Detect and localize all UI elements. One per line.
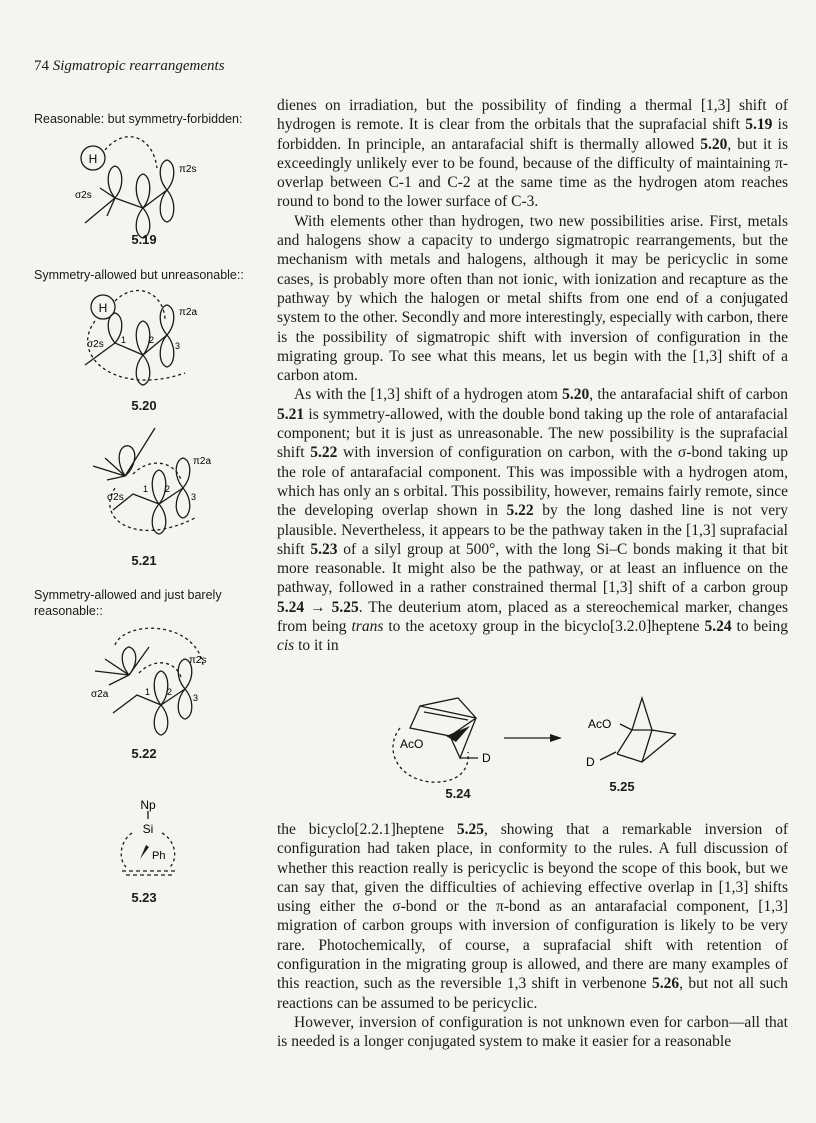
caption-5-24: 5.24 — [445, 786, 471, 801]
p-orbital-c3-5-21 — [176, 458, 190, 518]
dashed-overlap-5-22 — [139, 663, 181, 677]
paragraph-1: dienes on irradiation, but the possibility of finding a thermal [1,3] shift of hydrogen is remote. It is clear from the orbitals that the suprafacial shift 5.19 is forbidden. In principle, an antarafacial shift is thermally allowed 5.20, but it is exceedingly unlikely ever to be found, because of the difficulty of maintaining π-overlap between C-1 and C-2 at the same time as the hydrogen atom reaches round to bond to the lower surface of C-3. — [277, 97, 789, 211]
label-n2-5-21: 2 — [165, 484, 171, 494]
caption-5-25: 5.25 — [609, 779, 635, 794]
wedge-5-24 — [446, 726, 470, 742]
label-n1-5-22: 1 — [145, 687, 151, 697]
running-header — [34, 58, 225, 75]
p-orbital-c3-5-19 — [160, 160, 174, 222]
label-ph: Ph — [152, 850, 166, 862]
label-reasonable-forbidden: Reasonable: but symmetry-forbidden: — [34, 112, 243, 126]
label-n2-5-20: 2 — [149, 335, 155, 345]
label-pi2s-5-22: π2s — [189, 655, 207, 666]
reaction-arrow-head — [550, 734, 562, 742]
paragraph-2: With elements other than hydrogen, two new possibilities arise. First, metals and halogens show a capacity to undergo sigmatropic rearrangements, but the mechanism with metals and halogens, although it may be pericyclic in some cases, is probably more often than not ionic, with ionization and recapture as the pathway by which the halogen or metal shifts from one end of a conjugated system to the other. Secondly and more interestingly, especially with carbon, there is the possibility of sigmatropic shift with inversion of configuration in the migrating group. To see what this means, let us begin with the [1,3] shift of a carbon atom. — [277, 212, 788, 385]
label-aco-5-24: AcO — [400, 737, 424, 751]
text-block-upper — [277, 96, 788, 656]
label-si: Si — [142, 822, 154, 836]
sigma-lobe-5-22 — [122, 647, 136, 675]
backbone-5-19 — [85, 190, 167, 223]
label-n3-5-21: 3 — [191, 492, 197, 502]
wedge-bond-5-23 — [140, 845, 149, 859]
label-np: Np — [140, 798, 156, 812]
sigma-lobe-top-5-19 — [108, 166, 122, 198]
dashed-left-5-23 — [121, 833, 132, 867]
caption-5-19: 5.19 — [131, 232, 157, 247]
label-n3-5-20: 3 — [175, 341, 181, 351]
label-sigma2s: σ2s — [75, 190, 92, 201]
running-title: Sigmatropic rearrangements — [52, 58, 225, 74]
structure-5-21 — [85, 418, 235, 543]
label-H-5-20: H — [98, 301, 108, 315]
label-sigma2s-5-21: σ2s — [107, 492, 124, 503]
structure-5-22 — [85, 615, 235, 740]
label-allowed-unreasonable: Symmetry-allowed but unreasonable:: — [34, 268, 244, 282]
caption-5-23: 5.23 — [131, 890, 157, 905]
label-n2-5-22: 2 — [167, 687, 173, 697]
dashed-overlap-5-19 — [105, 137, 157, 168]
methyl-group-5-21 — [93, 428, 155, 480]
substituents-5-19 — [100, 188, 115, 216]
p-orbital-c3-5-20 — [160, 305, 174, 367]
structure-5-20 — [75, 285, 225, 395]
methyl-group-5-22 — [95, 647, 149, 685]
label-n1-5-20: 1 — [121, 335, 127, 345]
structure-5-23 — [110, 797, 190, 887]
label-pi2a-5-21: π2a — [193, 456, 212, 467]
caption-5-21: 5.21 — [131, 553, 157, 568]
allyl-chain-5-23 — [122, 871, 176, 875]
label-allowed-barely-reasonable: Symmetry-allowed and just barely reasonable:: — [34, 588, 222, 618]
label-aco-5-25: AcO — [588, 717, 612, 731]
bicycloheptene-ring-5-25 — [617, 698, 676, 762]
paragraph-5: However, inversion of configuration is not unknown even for carbon—all that is needed is a longer conjugated system to make it easier for a reasonable — [277, 1013, 788, 1051]
label-n1-5-21: 1 — [143, 484, 149, 494]
text-block-lower — [277, 820, 788, 1052]
paragraph-4: the bicyclo[2.2.1]heptene 5.25, showing that a remarkable inversion of configuration had taken place, in conformity to the rules. A full discussion of whether this reaction really is pericyclic is beyond the scope of this book, but we can say that, given the difficulties of achieving effective overlap in [1,3] shifts using either the σ-bond or the π-bond as an antarafacial component, [1,3] migration of carbon groups with inversion of configuration is likely to be very rare. Photochemically, of course, a suprafacial shift with retention of configuration in the migrating group is allowed, and there are many examples of this reaction, such as the reversible 1,3 shift in verbenone 5.26, but not all such reactions can be assumed to be pericyclic. — [277, 821, 788, 1012]
label-pi2s: π2s — [179, 164, 197, 175]
p-orbital-c3-5-22 — [178, 659, 192, 719]
caption-5-22: 5.22 — [131, 746, 157, 761]
label-n3-5-22: 3 — [193, 693, 199, 703]
label-d-5-25: D — [586, 755, 595, 769]
caption-5-20: 5.20 — [131, 398, 157, 413]
label-sigma2a-5-22: σ2a — [91, 689, 109, 700]
reaction-scheme-5-24-5-25 — [380, 688, 710, 800]
paragraph-3: As with the [1,3] shift of a hydrogen atom 5.20, the antarafacial shift of carbon 5.21 is symmetry-allowed, with the double bond taking up the role of antarafacial component; but it is just as unreasonable. The new possibility is the suprafacial shift 5.22 with inversion of configuration on carbon, with the σ-bond taking up the role of antarafacial component. This was impossible with a hydrogen atom, which has only an s orbital. This possibility, however, remains fairly remote, since the developing overlap shown in 5.22 by the long dashed line is not very plausible. Nevertheless, it appears to be the pathway taken in the [1,3] suprafacial shift 5.23 of a silyl group at 500°, with the long Si–C bonds making it that bit more reasonable. It might also be the pathway, or at least an influence on the pathway, followed in a rather constrained thermal [1,3] shift of a carbon group 5.24 → 5.25. The deuterium atom, placed as a stereochemical marker, changes from being trans to the acetoxy group in the bicyclo[3.2.0]heptene 5.24 to being cis to it in — [277, 386, 789, 655]
label-d-5-24: D — [482, 751, 491, 765]
dashed-overlap-top-5-20 — [115, 291, 165, 319]
sigma-lobe-5-21 — [119, 446, 135, 476]
label-H: H — [88, 152, 98, 166]
structure-5-19 — [75, 128, 225, 243]
label-pi2a-5-20: π2a — [179, 307, 198, 318]
label-sigma2s-5-20: σ2s — [87, 339, 104, 350]
page-number: 74 — [34, 58, 49, 74]
sigma-lobe-5-20 — [108, 313, 122, 343]
